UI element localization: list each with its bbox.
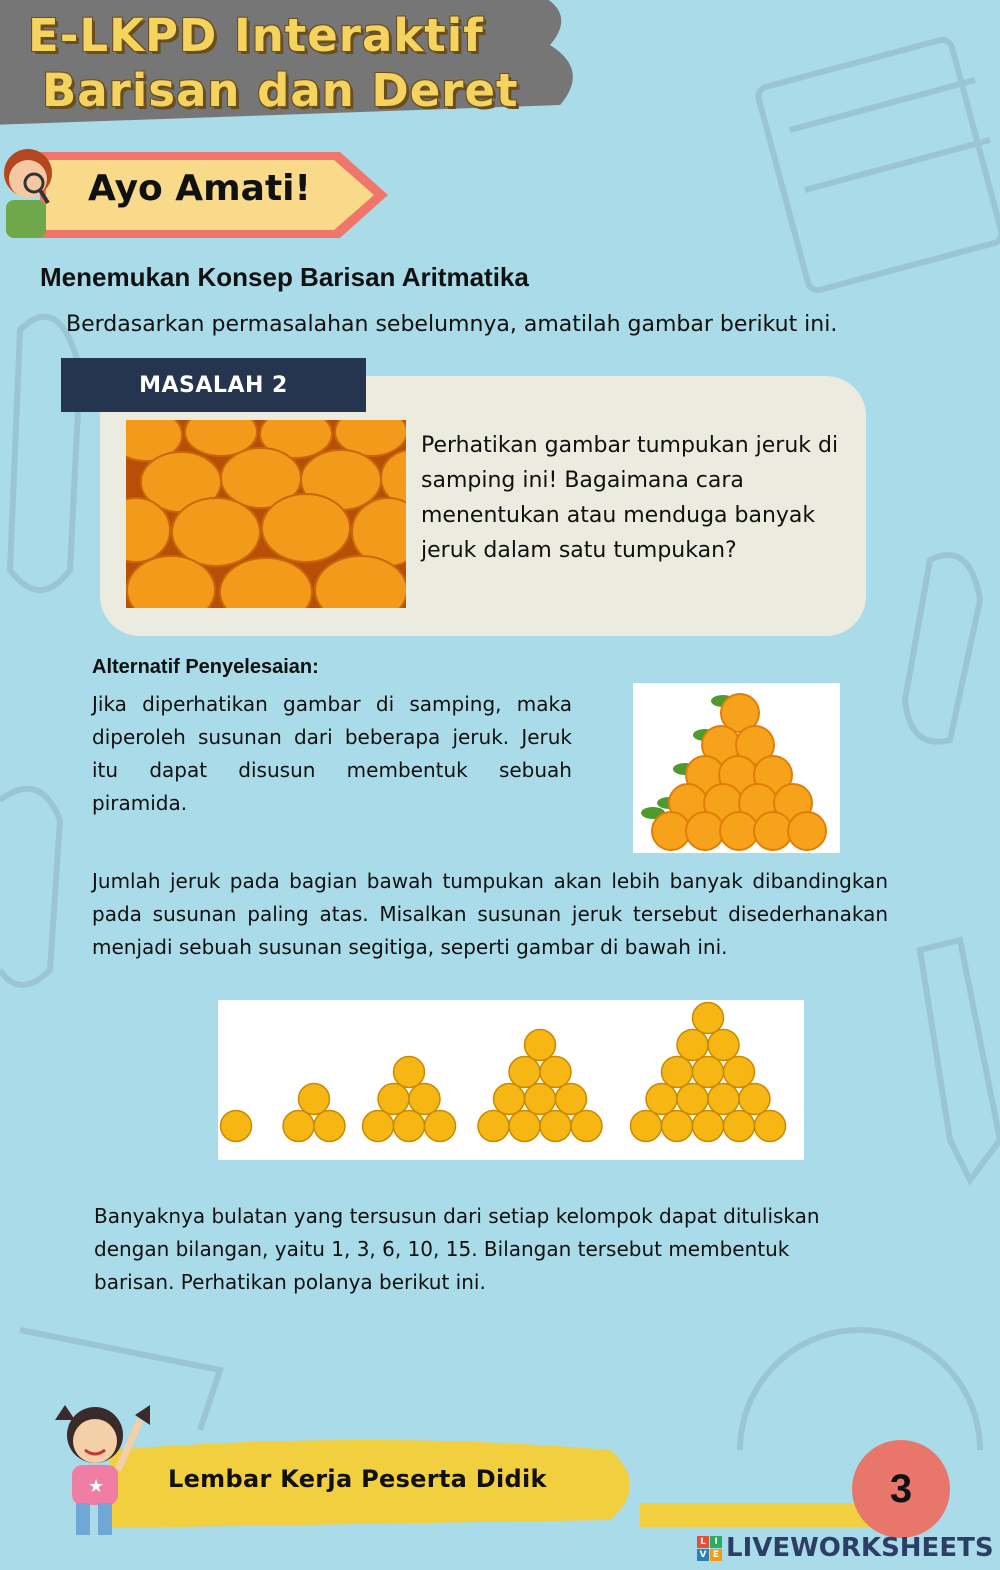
dot: [693, 1057, 724, 1088]
dot: [571, 1111, 602, 1142]
svg-text:★: ★: [88, 1476, 105, 1497]
paragraph-sequence: Banyaknya bulatan yang tersusun dari setiap kelompok dapat dituliskan dengan bilangan, yaitu 1, 3, 6, 10, 15. Bilangan tersebut membentuk barisan. Perhatikan polanya berikut ini.: [94, 1204, 820, 1294]
liveworksheets-logo-icon: L I V E: [697, 1536, 722, 1561]
dot: [314, 1111, 345, 1142]
problem-text: Perhatikan gambar tumpukan jeruk di samping ini! Bagaimana cara menentukan atau menduga banyak jeruk dalam satu tumpukan?: [421, 433, 839, 563]
dot: [677, 1084, 708, 1115]
dot: [631, 1111, 662, 1142]
dot: [509, 1057, 540, 1088]
girl-character-icon: [40, 1395, 160, 1545]
paragraph-pyramid: Jumlah jeruk pada bagian bawah tumpukan akan lebih banyak dibandingkan pada susunan paling atas. Misalkan susunan jeruk tersebut disederhanakan menjadi sebuah susunan segitiga, seperti gambar di bawah ini.: [92, 869, 888, 959]
dot: [708, 1084, 739, 1115]
title-line-1: E-LKPD Interaktif: [28, 9, 484, 62]
detective-character-icon: [0, 145, 60, 240]
page-title: [28, 8, 519, 118]
dot: [283, 1111, 314, 1142]
dot: [540, 1111, 571, 1142]
page-number-badge: 3: [852, 1440, 950, 1538]
dot: [693, 1111, 724, 1142]
footer-label: Lembar Kerja Peserta Didik: [168, 1465, 547, 1493]
section-heading: Menemukan Konsep Barisan Aritmatika: [40, 262, 529, 292]
dot-group-3: [363, 1057, 456, 1142]
oranges-photo: [126, 420, 406, 608]
intro-text: Berdasarkan permasalahan sebelumnya, amatilah gambar berikut ini.: [66, 312, 838, 337]
dot: [425, 1111, 456, 1142]
problem-label: MASALAH 2: [61, 358, 366, 412]
dot: [494, 1084, 525, 1115]
dot: [677, 1030, 708, 1061]
dot-group-4: [478, 1030, 602, 1142]
dot: [525, 1030, 556, 1061]
liveworksheets-brand[interactable]: [697, 1532, 994, 1564]
dot-group-5: [631, 1003, 786, 1142]
ayo-amati-label: Ayo Amati!: [88, 168, 311, 209]
alternative-body: Jika diperhatikan gambar di samping, maka diperoleh susunan dari beberapa jeruk. Jeruk itu dapat disusun membentuk sebuah piramida.: [92, 692, 572, 815]
dot: [394, 1057, 425, 1088]
dot: [509, 1111, 540, 1142]
dot: [299, 1084, 330, 1115]
dot: [693, 1003, 724, 1034]
dot: [662, 1057, 693, 1088]
dot: [646, 1084, 677, 1115]
dot: [724, 1057, 755, 1088]
dot: [556, 1084, 587, 1115]
title-line-2: Barisan dan Deret: [42, 64, 519, 117]
alternative-heading: Alternatif Penyelesaian:: [92, 656, 319, 678]
dot: [409, 1084, 440, 1115]
dot: [478, 1111, 509, 1142]
dot: [540, 1057, 571, 1088]
dot-group-2: [283, 1084, 345, 1142]
triangle-dot-groups: [218, 1000, 804, 1160]
dot-group-1: [221, 1111, 252, 1142]
liveworksheets-name: LIVEWORKSHEETS: [726, 1533, 994, 1563]
dot: [525, 1084, 556, 1115]
dot: [724, 1111, 755, 1142]
dot: [708, 1030, 739, 1061]
dot: [755, 1111, 786, 1142]
dot: [394, 1111, 425, 1142]
dot: [378, 1084, 409, 1115]
orange-pyramid-image: [633, 683, 840, 853]
footer-stripe: [640, 1503, 890, 1527]
dot: [739, 1084, 770, 1115]
dot: [221, 1111, 252, 1142]
dot: [363, 1111, 394, 1142]
dot: [662, 1111, 693, 1142]
